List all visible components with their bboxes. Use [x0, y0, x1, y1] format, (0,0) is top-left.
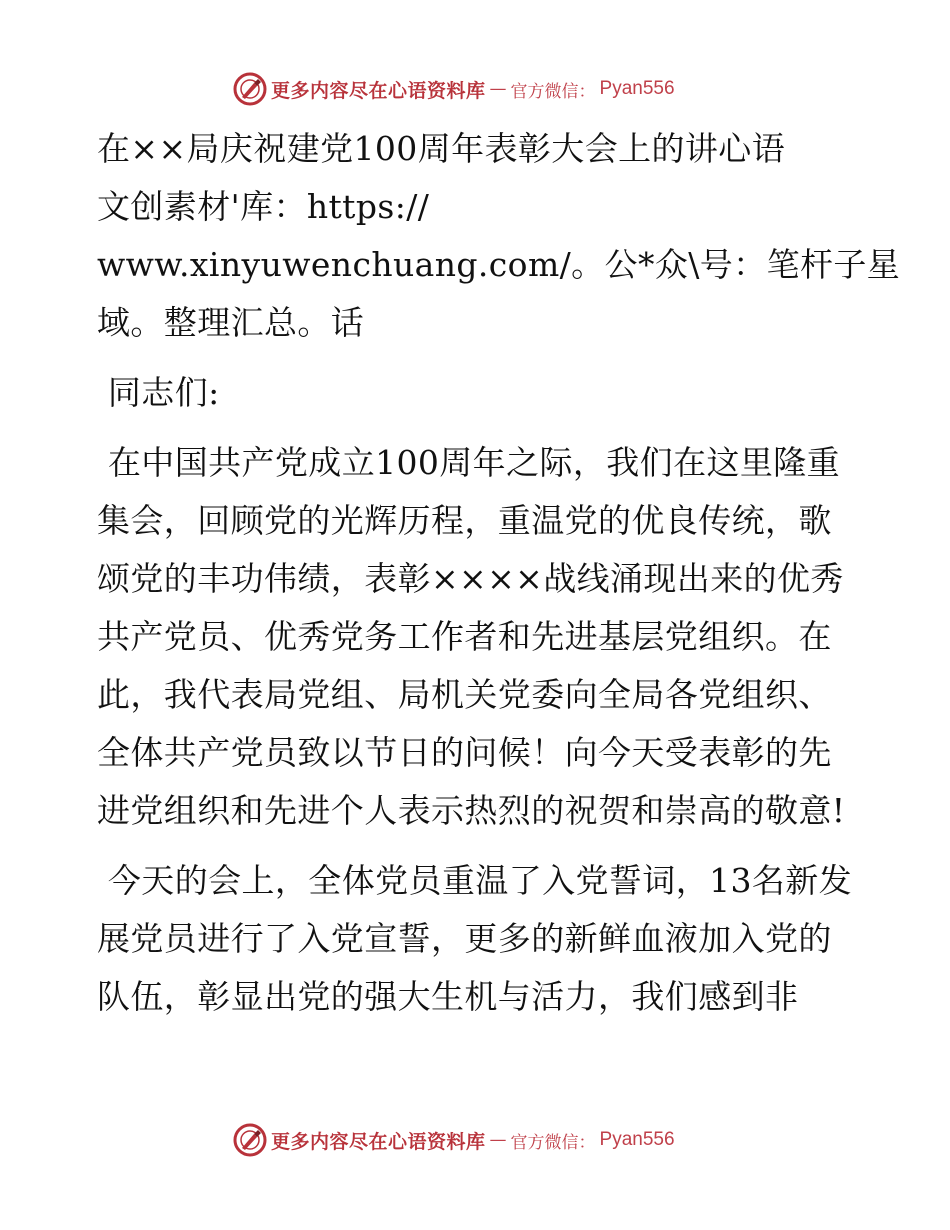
banner-wechat-label: 官方微信： — [510, 81, 596, 102]
greeting: 同志们: — [97, 373, 220, 412]
banner-wechat-label: 官方微信： — [510, 1132, 596, 1153]
document-title-line-1: 在××局庆祝建党100周年表彰大会上的讲心语 — [97, 129, 786, 168]
paragraph-2: 今天的会上，全体党员重温了入党誓词，13名新发展党员进行了入党宣誓，更多的新鲜血液加入党的队伍，彰显出党的强大生机与活力，我们感到非 — [97, 861, 853, 1016]
pen-logo-icon — [233, 1123, 267, 1157]
document-body — [97, 120, 901, 1026]
pen-logo-icon — [233, 72, 267, 106]
paragraph-1: 在中国共产党成立100周年之际，我们在这里隆重集会，回顾党的光辉历程，重温党的优良传统，歌颂党的丰功伟绩，表彰××××战线涌现出来的优秀共产党员、优秀党务工作者和先进基层党组织。在此，我代表局党组、局机关党委向全局各党组织、全体共产党员致以节日的问候！向今天受表彰的先进党组织和先进个人表示热烈的祝贺和崇高的敬意! — [97, 443, 846, 830]
banner-separator: — — [489, 1130, 507, 1150]
banner-wechat-account: Pyan556 — [599, 1129, 675, 1150]
header-banner — [233, 72, 675, 106]
banner-brand: 更多内容尽在心语资料库 — [271, 79, 486, 102]
document-title-line-4: 域。整理汇总。话 — [97, 303, 365, 342]
banner-wechat-account: Pyan556 — [599, 78, 675, 99]
banner-brand: 更多内容尽在心语资料库 — [271, 1130, 486, 1153]
banner-separator: — — [489, 79, 507, 99]
document-title-line-3: www.xinyuwenchuang.com/。公*众\号：笔杆子星 — [97, 245, 901, 284]
footer-banner — [233, 1123, 675, 1157]
document-title-line-2: 文创素材'库：https:// — [97, 187, 430, 226]
